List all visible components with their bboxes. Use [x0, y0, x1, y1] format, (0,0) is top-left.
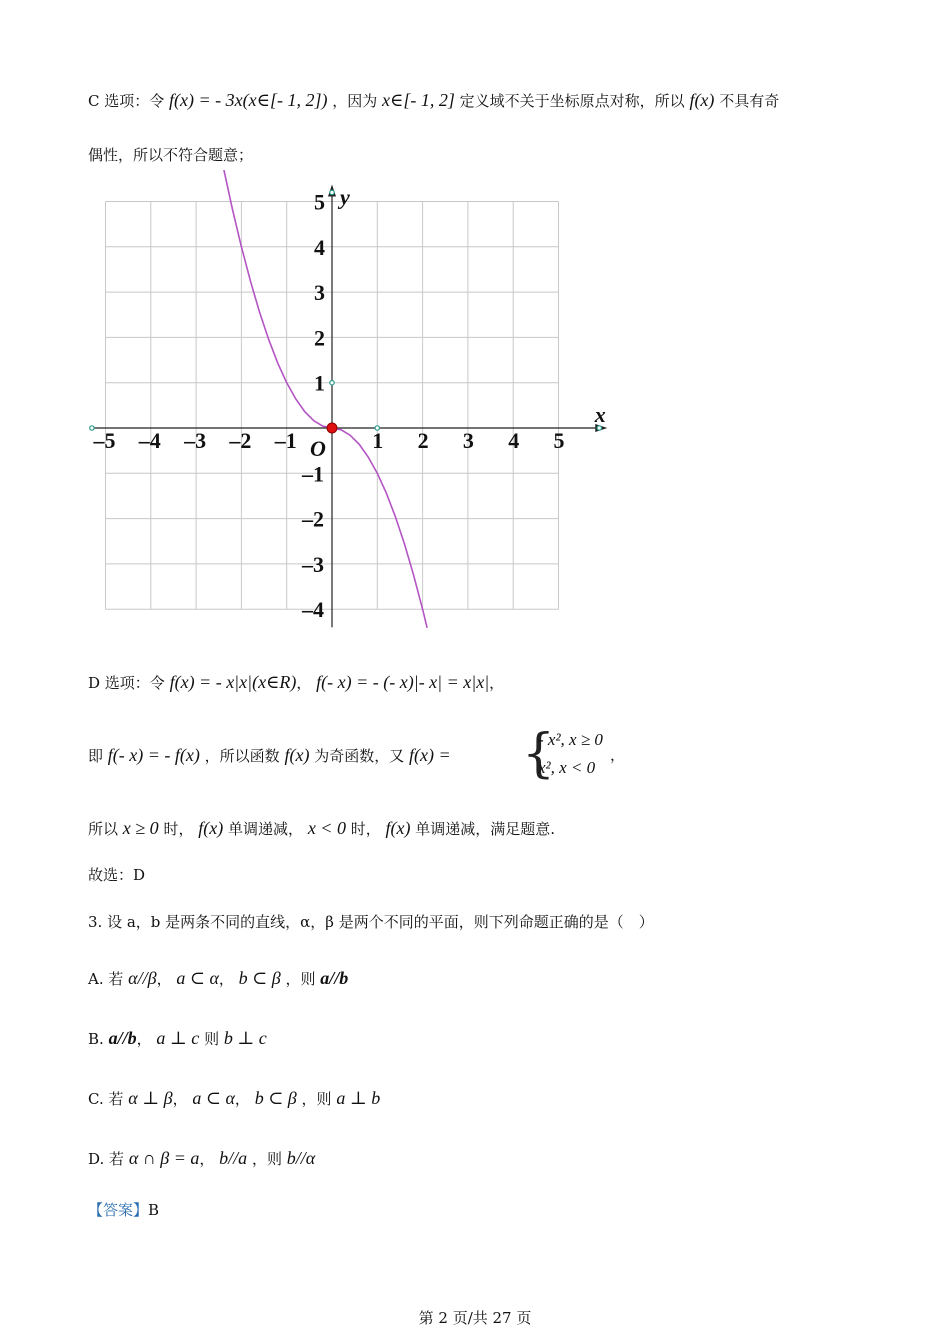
formula-c3: f(x)	[689, 90, 715, 110]
choice-line: 故选：D	[88, 866, 146, 884]
q3-option-b: B. a//b， a ⊥ c 则 b ⊥ c	[88, 1028, 267, 1048]
answer-line	[88, 1200, 159, 1220]
formula-c1: f(x) = - 3x(x∈[- 1, 2])	[169, 90, 328, 110]
formula-d1: f(x) = - x|x|(x∈R)	[169, 672, 297, 692]
piecewise-case-2: x², x < 0	[538, 758, 596, 777]
formula-d2: f(- x) = - (- x)|- x| = x|x|	[316, 672, 490, 692]
x-tick-label: 5	[553, 428, 565, 453]
axis-marker	[330, 381, 334, 385]
y-tick-label: –3	[302, 551, 324, 577]
brace-symbol: {	[522, 724, 556, 784]
function-curve	[223, 170, 427, 628]
y-tick-label: 2	[314, 325, 325, 351]
x-tick-label: –1	[274, 428, 297, 453]
origin-label: O	[310, 436, 326, 461]
formula-d6: x ≥ 0	[122, 818, 159, 838]
page-footer: 第 2 页/共 27 页	[418, 1309, 532, 1327]
x-tick-label: –2	[229, 428, 252, 453]
answer-value: B	[148, 1201, 160, 1219]
x-tick-label: 2	[417, 428, 429, 453]
formula-d9: f(x)	[385, 818, 411, 838]
q3-stem: 3. 设 a，b 是两条不同的直线，α，β 是两个不同的平面，则下列命题正确的是（ ）	[88, 913, 654, 931]
y-tick-label: –1	[302, 461, 324, 487]
axis-marker	[330, 190, 334, 194]
formula-d4: f(x)	[284, 745, 310, 765]
y-tick-label: 1	[314, 370, 325, 396]
option-c-line1: C 选项：令 f(x) = - 3x(x∈[- 1, 2]) ，因为 x∈[- 1, 2] 定义域不关于坐标原点对称，所以 f(x) 不具有奇	[88, 90, 780, 110]
q3-option-c: C. 若 α ⊥ β， a ⊂ α， b ⊂ β ，则 a ⊥ b	[88, 1088, 381, 1108]
x-tick-label: 3	[462, 428, 474, 453]
function-graph	[80, 170, 620, 640]
q3-option-d: D. 若 α ∩ β = a， b//a ，则 b//α	[88, 1148, 316, 1168]
option-d-line2: 即 f(- x) = - f(x) ，所以函数 f(x) 为奇函数，又 f(x) =	[88, 745, 451, 765]
option-d-line3: 所以 x ≥ 0 时， f(x) 单调递减， x < 0 时， f(x) 单调递减，满足题意.	[88, 818, 556, 838]
x-axis-label: x	[594, 402, 606, 427]
q3-option-a: A. 若 α//β， a ⊂ α， b ⊂ β ，则 a//b	[88, 968, 349, 988]
y-tick-label: 3	[314, 280, 325, 306]
formula-d5: f(x) =	[409, 745, 451, 765]
answer-tag: 【答案】	[88, 1201, 149, 1219]
x-tick-label: –5	[93, 428, 116, 453]
piecewise-case-1: - x², x ≥ 0	[538, 730, 603, 749]
formula-c2: x∈[- 1, 2]	[382, 90, 455, 110]
x-tick-label: 4	[508, 428, 520, 453]
x-tick-label: –4	[138, 428, 161, 453]
y-tick-label: –4	[302, 597, 324, 623]
option-c-line2: 偶性，所以不符合题意；	[88, 146, 254, 164]
option-d-line1: D 选项：令 f(x) = - x|x|(x∈R)， f(- x) = - (- x)|- x| = x|x|，	[88, 672, 505, 692]
piecewise-comma: ，	[610, 746, 626, 764]
formula-d7: f(x)	[198, 818, 224, 838]
x-tick-label: –3	[184, 428, 207, 453]
x-tick-label: 1	[372, 428, 384, 453]
formula-d8: x < 0	[307, 818, 346, 838]
y-tick-label: –2	[302, 506, 324, 532]
y-tick-label: 5	[314, 189, 325, 215]
y-tick-label: 4	[314, 234, 325, 260]
y-axis-label: y	[340, 184, 350, 210]
origin-point	[327, 423, 337, 433]
formula-d3: f(- x) = - f(x)	[107, 745, 200, 765]
